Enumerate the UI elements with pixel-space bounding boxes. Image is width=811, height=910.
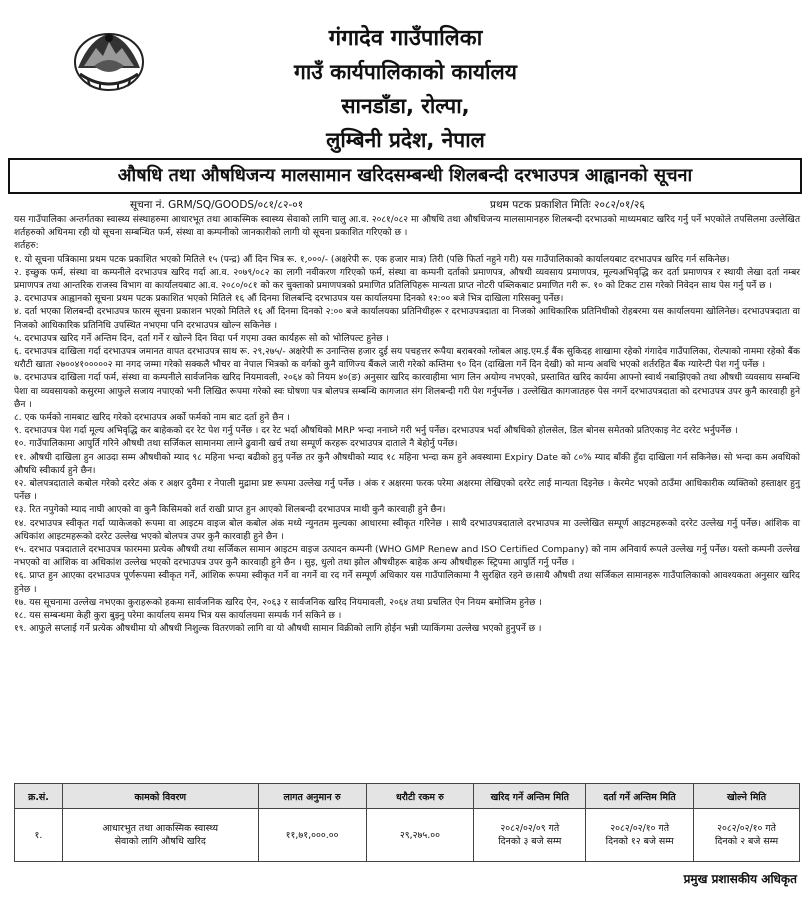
condition-item: ३. दरभाउपत्र आह्वानको सूचना प्रथम पटक प्रकाशित भएको मितिले १६ औं दिनमा शिलबन्दि दरभाउपत्र यस कार्यालयमा दिनको १२:०० बजे भित्र दाखिला गरिसक्नु पर्नेछ।: [14, 294, 564, 305]
condition-item: ४. दर्ता भएका शिलबन्दी दरभाउपत्र फारम सूचना प्रकाशन भएको मितिले १६ औं दिनमा दिनको २:०० बजे कार्यालयका प्रतिनिधीहरू र दरभाउपत्रदाता वा निजको आधिकारिक प्रतिनिधीको रोहबरमा यस कार्यालयमा खोलिनेछ। दरभाउपत्रदाता वा निजको आधिकारिक प्रतिनिधि उपस्थित नभएमा पनि दरभाउपत्र खोल्न सकिनेछ ।: [14, 307, 801, 331]
publish-date: प्रथम पटक प्रकाशित मितिः २०८२/०१/२६: [490, 199, 645, 211]
condition-item: ८. एक फर्मको नामबाट खरिद गरेको दरभाउपत्र अर्को फर्मको नाम बाट दर्ता हुने छैन ।: [14, 413, 291, 424]
header-line-3: सानडाँडा, रोल्पा,: [341, 94, 470, 118]
cell-reg-date-line1: २०८२/०२/१० गते: [610, 823, 670, 834]
cell-sn: १.: [15, 809, 63, 862]
condition-item: १०. गाउँपालिकामा आपुर्ति गरिने औषधी तथा सर्जिकल सामानमा लाग्ने ढुवानी खर्च तथा सम्पूर्ण करहरू दरभाउपत्र दाताले नै बेहोर्नु पर्नेछ।: [14, 439, 458, 450]
notice-number: सूचना नं. GRM/SQ/GOODS/०८१/८२-०१: [130, 199, 304, 211]
condition-item: २. इच्छुक फर्म, संस्था वा कम्पनीले दरभाउपत्र खरिद गर्दा आ.व. २०७९/०८२ का लागी नवीकरण गरिएको फर्म, संस्था वा कम्पनी दर्ताको प्रमाणपत्र, औषधी व्यवसाय प्रमाणपत्र, मूल्यअभिवृद्धि कर दर्ता प्रमाणपत्र र स्थायी लेखा दर्ता नम्बर प्रमाणपत्र तथा आन्तरिक राजस्व विभाग वा कार्यालयबाट आ.व. २०८०/०८१ को कर चुक्ताको प्रमाणपत्रको प्रमाणित प्रतिलिपिहरू मान्यता प्राप्त नोटरी पब्लिकबाट प्रमाणित गरी रू. १० को टिकट टास गरेको निवेदन साथ पेस गर्नु पर्ने छ ।: [14, 267, 800, 292]
tender-table: [14, 783, 800, 862]
condition-item: १४. दरभाउपत्र स्वीकृत गर्दा प्याकेजको रूपमा वा आइटम वाइज बोल कबोल अंक मध्ये न्युनतम मुल्यका आधारमा स्वीकृत गरिनेछ । साथै दरभाउपत्रदाताले दरभाउपत्र मा उल्लेखित सम्पूर्ण आइटमहरूको दररेट उल्लेख गर्नु पर्नेछ। आंशिक वा अधिकांश आइटमहरूको दररेट उल्लेख भएको बोलपत्र उपर कुनै कारवाही हुने छैन ।: [14, 518, 800, 542]
header-line-2: गाउँ कार्यपालिकाको कार्यालय: [294, 60, 517, 84]
conditions-label: शर्तहरु:: [14, 241, 39, 252]
cell-deposit: २९,२७५.००: [366, 809, 474, 862]
condition-item: १७. यस सूचनामा उल्लेख नभएका कुराहरूको हकमा सार्वजनिक खरिद ऐन, २०६३ र सार्वजनिक खरिद नियमावली, २०६४ तथा प्रचलित ऐन नियम बमोजिम हुनेछ ।: [14, 597, 542, 608]
header-line-4: लुम्बिनी प्रदेश, नेपाल: [326, 128, 485, 152]
cell-desc-line2: सेवाको लागि औषधि खरिद: [114, 836, 206, 847]
cell-reg-date: [586, 809, 694, 862]
cell-open-date: [694, 809, 800, 862]
cell-open-date-line2: दिनको २ बजे सम्म: [714, 836, 779, 847]
condition-item: ७. दरभाउपत्र दाखिला गर्दा फर्म, संस्था वा कम्पनीले सार्वजनिक खरिद नियमावली, २०६४ को नियम ४०(ङ) अनुसार खरिद कारवाहीमा भाग लिन अयोग्य नभएको, प्रस्तावित खरिद कार्यमा आफ्नो स्वार्थ नबाझिएको तथा औषधी व्यवसाय सम्बन्धि पेशा वा व्यवसायको कसुरमा आफुले सजाय नपाएको भनी लिखित रूपमा गरेको स्वः घोषणा पत्र बोलपत्र सम्बन्धि कागजात संग शिलबन्दी गरी पेश गर्नुपर्नेछ । उल्लेखित कागजातहरु पेस नगर्ने दरभाउपत्रदाता को दरभाउपत्र उपर कुनै कारवाही हुने छैन ।: [14, 373, 800, 410]
col-header-open-date: खोल्ने मिति: [694, 784, 800, 809]
cell-buy-date-line1: २०८२/०२/०९ गते: [500, 823, 560, 834]
col-header-reg-date: दर्ता गर्ने अन्तिम मिति: [586, 784, 694, 809]
cell-desc-line1: आधारभुत तथा आकस्मिक स्वास्थ्य: [102, 823, 219, 834]
signature-title: प्रमुख प्रशासकीय अधिकृत: [683, 872, 797, 886]
cell-open-date-line1: २०८२/०२/१० गते: [717, 823, 776, 834]
col-header-buy-date: खरिद गर्ने अन्तिम मिति: [474, 784, 586, 809]
condition-item: ११. औषधी दाखिला हुन आउदा सम्म औषधीको म्याद ९८ महिना भन्दा बढीको हुनु पर्नेछ तर कुनै औषधीको म्याद १८ महिना भन्दा कम हुने अवस्थामा Expiry Date को ८०% म्याद बाँकी हुँदा दाखिला गर्न सकिनेछ। सो भन्दा कम अवधिको औषधि स्वीकार्य हुने छैन।: [14, 452, 800, 476]
col-header-cost: लागत अनुमान रु: [258, 784, 366, 809]
condition-item: १९. आफुले सप्लाई गर्ने प्रत्येक औषधीमा यो औषधी निशुल्क वितरणको लागि वा यो औषधी सामान विक्रीको लागि होईन भन्नी प्याकिंगमा उल्लेख भएको हुनुपर्ने छ ।: [14, 624, 542, 635]
condition-item: १६. प्राप्त हुन आएका दरभाउपत्र पूर्णरूपमा स्वीकृत गर्ने, आंशिक रूपमा स्वीकृत गर्ने वा नगर्ने वा रद गर्ने सम्पूर्ण अधिकार यस गाउँपालिकामा नै सुरक्षित रहने छ।साथै औषधी तथा सर्जिकल सामानहरू गाउँपालिकाको आवश्यकता अनुसार खरिद हुनेछ ।: [14, 571, 800, 595]
cell-reg-date-line2: दिनको १२ बजे सम्म: [605, 836, 674, 847]
col-header-deposit: धरौटी रकम रु: [366, 784, 474, 809]
col-header-sn: क्र.सं.: [15, 784, 63, 809]
table-header-row: [15, 784, 800, 809]
cell-buy-date: [474, 809, 586, 862]
table-row: [15, 809, 800, 862]
notice-body: [14, 214, 800, 637]
cell-desc: [62, 809, 258, 862]
intro-paragraph: यस गाउँपालिका अन्तर्गतका स्वास्थ्य संस्थाहरुमा आधारभूत तथा आकस्मिक स्वास्थ्य सेवाको लागि चालु आ.व. २०८१/०८२ मा औषधि तथा औषधिजन्य मालसामानहरु शिलबन्दी दरभाउको माध्यमबाट खरिद गर्नु पर्ने भएकोले तपसिलमा उल्लेखित शर्तहरुको अधिनमा रही यो सूचना सम्बन्धित फर्म, संस्था वा कम्पनीको जानकारीको लागी यो सूचना प्रकाशित गरिएको छ ।: [14, 215, 800, 239]
notice-title: औषधि तथा औषधिजन्य मालसामान खरिदसम्बन्धी शिलबन्दी दरभाउपत्र आह्वानको सूचना: [8, 158, 802, 194]
condition-item: १८. यस सम्बन्धमा केही कुरा बुझ्नु परेमा कार्यालय समय भित्र यस कार्यालयमा सम्पर्क गर्न सकिने छ ।: [14, 611, 342, 622]
condition-item: १. यो सूचना पत्रिकामा प्रथम पटक प्रकाशित भएको मितिले १५ (पन्द्र) औं दिन भित्र रू. १,०००/- (अक्षरेपी रू. एक हजार मात्र) तिरी (पछि फिर्ता नहुने गरी) यस गाउँपालिकाको कार्यालयबाट दरभाउपत्र खरिद गर्न सकिनेछ।: [14, 254, 730, 265]
header-line-1: गंगादेव गाउँपालिका: [328, 26, 483, 51]
condition-item: १५. दरभाउ पत्रदाताले दरभाउपत्र फारममा प्रत्येक औषधी तथा सर्जिकल सामान आइटम वाइज उत्पादन कम्पनी (WHO GMP Renew and ISO Certified Company) को नाम अनिवार्य रूपले उल्लेख गर्नु पर्नेछ। यस्तो कम्पनी उल्लेख नभएको वा आंशिक वा अधिकांश उल्लेख भएको दरभाउपत्र उपर कुनै कारवाही हुने छैन । सुइ, धुलो तथा झोल औषधीहरू बाहेक अन्य औषधीहरू स्ट्रिपमा आपुर्ति गर्नु पर्नेछ ।: [14, 545, 800, 569]
condition-item: १२. बोलपत्रदाताले कबोल गरेको दररेट अंक र अक्षर दुवैमा र नेपाली मुद्रामा प्रष्ट रूपमा उल्लेख गर्नु पर्नेछ । अंक र अक्षरमा फरक परेमा अक्षरमा लेखिएको दररेट लाई मान्यता दिइनेछ । केरमेट भएको ठाउँमा आधिकारीक व्यक्तिको हस्ताक्षर हुनु पर्नेछ ।: [14, 479, 800, 503]
condition-item: ५. दरभाउपत्र खरिद गर्ने अन्तिम दिन, दर्ता गर्ने र खोल्ने दिन विदा पर्न गएमा उक्त कार्यहरू सो को भोलिपल्ट हुनेछ ।: [14, 333, 389, 344]
cell-cost: ११,७१,०००.००: [258, 809, 366, 862]
condition-item: ९. दरभाउपत्र पेश गर्दा मूल्य अभिवृद्धि कर बाहेकको दर रेट पेश गर्नु पर्नेछ । दर रेट भर्दा औषधिको MRP भन्दा ननाघ्ने गरी भर्नु पर्नेछ। दरभाउपत्र भर्दा औषधिको होलसेल, डिल बोनस समेतको प्रतिएकाइ नेट दररेट भर्नुपर्नेछ ।: [14, 426, 738, 437]
col-header-desc: कामको विवरण: [62, 784, 258, 809]
condition-item: ६. दरभाउपत्र दाखिला गर्दा दरभाउपत्र जमानत वापत दरभाउपत्र साथ रू. २९,२७५/- अक्षरेपी रू उनान्तिस हजार दुई सय पचहत्तर रूपैया बराबरको ग्लोबल आइ.एम.ई बैंक सुकिदह शाखामा रहेको गंगादेव गाउँपालिका, रोल्पाको नाममा रहेको बैंक धरौटी खाता २७००४१०००००२ मा नगद जम्मा गरेको सक्कलै भौचर वा नेपाल भित्रको क वर्गको कुनै वाणिज्य बैंकले जारी गरेको कम्तिमा ९० दिन (दाखिला गर्ने दिन देखी) को मान्य अवधि भएको शर्तरहित बैंक ग्यारेन्टी पेश गर्नु पर्नेछ ।: [14, 347, 800, 371]
condition-item: १३. रित नपुगेको म्याद नाघी आएको वा कुनै किसिमको शर्त राखी प्राप्त हुन आएको शिलबन्दी दरभाउपत्र माथी कुनै कारवाही हुने छैन।: [14, 505, 446, 516]
cell-buy-date-line2: दिनको ३ बजे सम्म: [498, 836, 562, 847]
